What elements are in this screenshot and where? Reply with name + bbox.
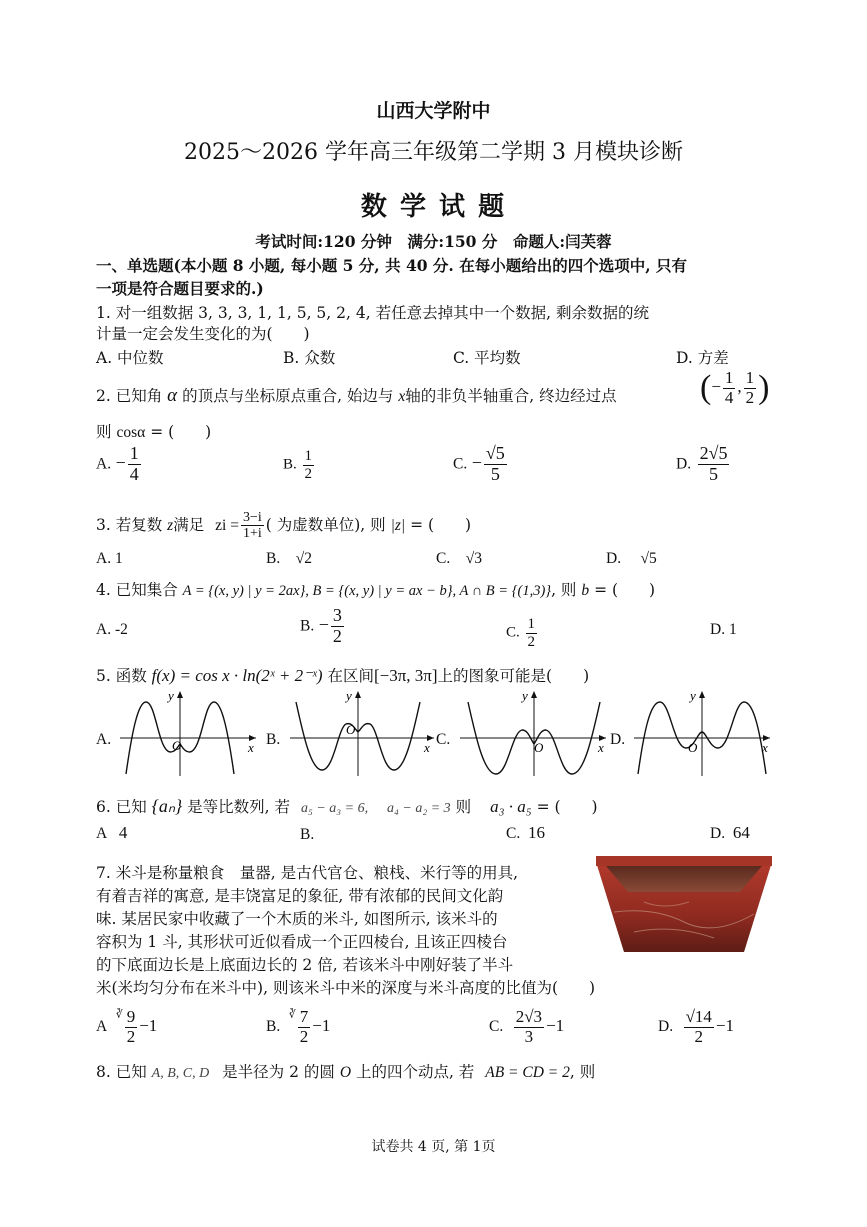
y-label: y [168,688,174,703]
q7-line-5: 的下底面边长是上底面边长的 2 倍, 若该米斗中刚好装了半斗 [96,956,514,974]
q7-line-1: 7. 米斗是称量粮食 量器, 是古代官仓、粮栈、米行等的用具, [96,864,518,882]
q1-option-d: D. 方差 [676,349,729,367]
q3-option-c: C. √3 [436,550,482,567]
q6-option-b: B. [300,826,315,843]
section-heading-cont: 一项是符合题目要求的.) [96,279,264,298]
q3-option-b: B. √2 [266,550,312,567]
q7-line-3: 味. 某居民家中收藏了一个木质的米斗, 如图所示, 该米斗的 [96,910,498,928]
origin-label: O [346,722,356,737]
q4-stem: 4. 已知集合 A = {(x, y) | y = 2ax}, B = {(x, y) | y = ax − b}, A ∩ B = {(1,3)}, 则 b = ( ) [96,581,656,599]
q3-option-a: A. 1 [96,550,123,567]
q7-option-d: D. $\frac{√14}{2}$ −1 [658,1007,735,1046]
rice-bucket-image [594,852,774,958]
page-footer: 试卷共 4 页, 第 1页 [371,1139,496,1155]
q5-option-b-label: B. [266,731,281,748]
q5-graph-d [632,688,772,780]
q2-option-c: C. − $\frac{√5}{5}$ [453,443,505,484]
q7-line-2: 有着吉祥的寓意, 是丰饶富足的象征, 带有浓郁的民间文化韵 [96,887,504,905]
x-label: x [762,740,768,755]
bucket-rim [596,856,772,866]
q1-option-c: C. 平均数 [453,349,521,367]
y-label: y [690,688,696,703]
q4-option-a: A. -2 [96,621,128,638]
q2-option-b: B. $\frac{1}{2}$ [283,448,313,482]
q5-graph-a [118,688,258,780]
y-axis-arrow [177,691,183,698]
q7-line-4: 容积为 1 斗, 其形状可近似看成一个正四棱台, 且该正四棱台 [96,933,508,951]
origin-label: O [172,738,182,753]
q7-option-b: B. ∛ $\frac{7}{2}$ −1 [266,1007,331,1046]
q5-option-c-label: C. [436,731,451,748]
q5-graph-c [458,688,608,780]
bucket-opening [606,866,762,892]
q6-option-d: D. 64 [710,823,750,842]
y-label: y [522,688,528,703]
q6-option-a: A 4 [96,823,128,842]
y-label: y [346,688,352,703]
q5-option-a-label: A. [96,731,112,748]
q6-option-c: C. 16 [506,823,545,842]
y-axis-arrow [699,691,705,698]
x-label: x [424,740,430,755]
q2-stem-cont: 则 cosα = ( ) [96,423,212,441]
q4-option-d: D. 1 [710,621,737,638]
q7-line-6: 米(米均匀分布在米斗中), 则该米斗中米的深度与米斗高度的比值为( ) [96,979,596,997]
q1-stem-cont: 计量一定会发生变化的为( ) [96,325,310,343]
q5-stem: 5. 函数 f(x) = cos x · ln(2ˣ + 2⁻ˣ) 在区间[−3π, 3π]上的图象可能是( ) [96,666,590,685]
q5-option-d-label: D. [610,731,626,748]
q5-graph-b [288,688,436,780]
section-heading: 一、单选题(本小题 8 小题, 每小题 5 分, 共 40 分. 在每小题给出的四个选项中, 只有 [96,256,688,275]
q6-stem: 6. 已知 {aₙ} 是等比数列, 若 a₅ − a₃ = 6, a₄ − a₂ = 3 则 a₃ · a₅ = ( ) [96,796,598,816]
q7-option-a: A ∛ $\frac{9}{2}$ −1 [96,1007,158,1046]
q2-option-d: D. $\frac{2√5}{5}$ [676,443,728,484]
school-name: 山西大学附中 [376,100,491,122]
q3-option-d: D. √5 [606,550,657,567]
exam-term-title: 2025～2026 学年高三年级第二学期 3 月模块诊断 [184,140,683,165]
q1-option-b: B. 众数 [283,349,336,367]
q1-option-a: A. 中位数 [96,349,164,367]
q2-option-a: A. − $\frac{1}{4}$ [96,443,139,484]
q4-option-c: C. $\frac{1}{2}$ [506,616,536,650]
q2-point: (− $\frac{1}{4}$ , $\frac{1}{2}$ ) [700,368,770,407]
q2-stem: 2. 已知角 α 的顶点与坐标原点重合, 始边与 x轴的非负半轴重合, 终边经过点 [96,385,617,406]
q4-option-b: B. − $\frac{3}{2}$ [300,605,342,646]
x-label: x [598,740,604,755]
x-label: x [248,740,254,755]
q3-stem: 3. 若复数 z满足 zi = $\frac{3-i}{1+i}$ ( 为虚数单位), 则 |z| = ( ) [96,510,472,542]
y-axis-arrow [531,691,537,698]
exam-info: 考试时间:120 分钟 满分:150 分 命题人:闫芙蓉 [255,232,612,251]
q1-stem: 1. 对一组数据 3, 3, 3, 1, 1, 5, 5, 2, 4, 若任意去掉其中一个数据, 剩余数据的统 [96,304,649,322]
origin-label: O [688,740,698,755]
y-axis-arrow [355,691,361,698]
origin-label: O [534,740,544,755]
subject-title: 数 学 试 题 [360,192,507,222]
q7-option-c: C. $\frac{2√3}{3}$ −1 [489,1007,565,1046]
q8-stem: 8. 已知 A, B, C, D 是半径为 2 的圆 O 上的四个动点, 若 AB = CD = 2, 则 [96,1063,596,1081]
